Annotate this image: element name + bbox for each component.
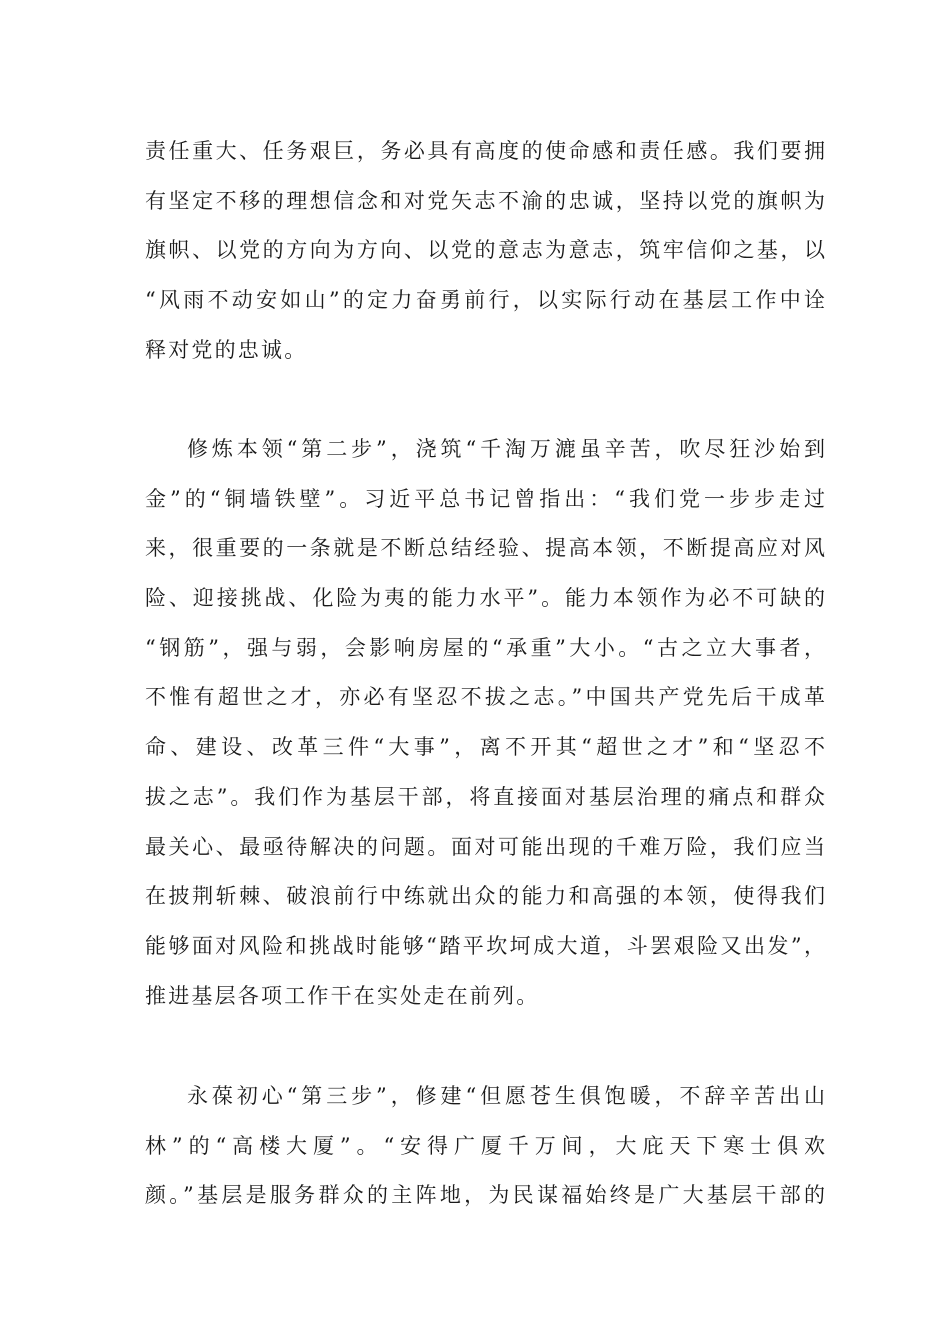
text-line: “钢筋”，强与弱，会影响房屋的“承重”大小。“古之立大事者，: [145, 635, 825, 660]
text-line: 不惟有超世之才，亦必有坚忍不拔之志。”中国共产党先后干成革: [145, 685, 825, 710]
text-line: 旗帜、以党的方向为方向、以党的意志为意志，筑牢信仰之基，以: [145, 238, 825, 263]
text-line: 永葆初心“第三步”，修建“但愿苍生俱饱暖，不辞辛苦出山: [187, 1084, 825, 1108]
text-line: 在披荆斩棘、破浪前行中练就出众的能力和高强的本领，使得我们: [145, 884, 825, 909]
text-line: 拔之志”。我们作为基层干部，将直接面对基层治理的痛点和群众: [145, 784, 825, 809]
text-line: 释对党的忠诚。: [145, 337, 308, 362]
text-line: 修炼本领“第二步”，浇筑“千淘万漉虽辛苦，吹尽狂沙始到: [187, 437, 825, 461]
text-line: “风雨不动安如山”的定力奋勇前行，以实际行动在基层工作中诠: [145, 288, 825, 313]
paragraph-2: [145, 425, 825, 1021]
text-line: 险、迎接挑战、化险为夷的能力水平”。能力本领作为必不可缺的: [145, 586, 825, 611]
text-line: 有坚定不移的理想信念和对党矢志不渝的忠诚，坚持以党的旗帜为: [145, 188, 825, 213]
paragraph-3: [145, 1072, 825, 1221]
text-line: 责任重大、任务艰巨，务必具有高度的使命感和责任感。我们要拥: [145, 139, 825, 163]
paragraph-1: [145, 127, 825, 375]
text-line: 最关心、最亟待解决的问题。面对可能出现的千难万险，我们应当: [145, 834, 825, 859]
text-line: 能够面对风险和挑战时能够“踏平坎坷成大道，斗罢艰险又出发”，: [145, 933, 825, 958]
text-line: 金”的“铜墙铁壁”。习近平总书记曾指出：“我们党一步步走过: [145, 486, 825, 511]
text-line: 命、建设、改革三件“大事”，离不开其“超世之才”和“坚忍不: [145, 735, 825, 760]
text-line: 林”的“高楼大厦”。“安得广厦千万间，大庇天下寒士俱欢: [145, 1133, 825, 1158]
text-line: 推进基层各项工作干在实处走在前列。: [145, 983, 540, 1008]
text-line: 来，很重要的一条就是不断总结经验、提高本领，不断提高应对风: [145, 536, 825, 561]
text-line: 颜。”基层是服务群众的主阵地，为民谋福始终是广大基层干部的: [145, 1183, 825, 1208]
